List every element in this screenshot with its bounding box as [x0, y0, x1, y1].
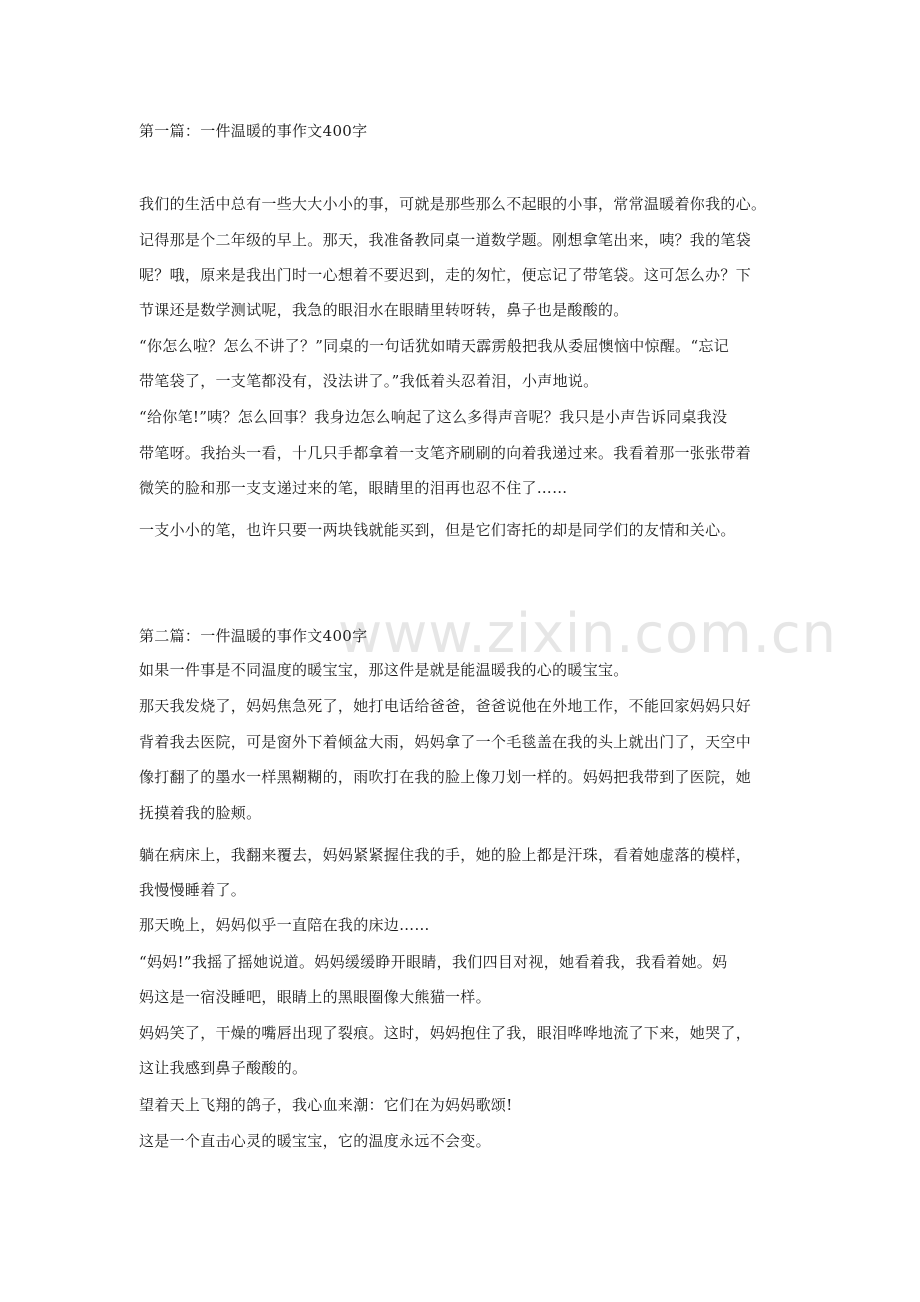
section2-line: 妈妈笑了，干燥的嘴唇出现了裂痕。这时，妈妈抱住了我，眼泪哗哗地流了下来，她哭了，: [139, 1024, 752, 1042]
section1-line: 节课还是数学测试呢，我急的眼泪水在眼睛里转呀转，鼻子也是酸酸的。: [139, 301, 629, 319]
section2-line: 妈这是一宿没睡吧，眼睛上的黑眼圈像大熊猫一样。: [139, 988, 491, 1006]
section1-line: 微笑的脸和那一支支递过来的笔，眼睛里的泪再也忍不住了……: [139, 479, 568, 497]
section1-line: 我们的生活中总有一些大大小小的事，可就是那些那么不起眼的小事，常常温暖着你我的心。: [139, 195, 767, 213]
section1-line: “你怎么啦？怎么不讲了？”同桌的一句话犹如晴天霹雳般把我从委屈懊恼中惊醒。“忘记: [139, 337, 730, 355]
section2-title: 第二篇：一件温暖的事作文400字: [139, 627, 368, 645]
section1-line: 呢？哦，原来是我出门时一心想着不要迟到，走的匆忙，便忘记了带笔袋。这可怎么办？下: [139, 266, 752, 284]
section2-line: 望着天上飞翔的鸽子，我心血来潮：它们在为妈妈歌颂!: [139, 1096, 513, 1114]
section2-line: 抚摸着我的脸颊。: [139, 804, 262, 822]
section2-line: “妈妈!”我摇了摇她说道。妈妈缓缓睁开眼睛，我们四目对视，她看着我，我看着她。妈: [139, 953, 728, 971]
section2-line: 如果一件事是不同温度的暖宝宝，那这件是就是能温暖我的心的暖宝宝。: [139, 661, 629, 679]
section2-line: 那天晚上，妈妈似乎一直陪在我的床边……: [139, 916, 430, 934]
section2-line: 那天我发烧了，妈妈焦急死了，她打电话给爸爸，爸爸说他在外地工作，不能回家妈妈只好: [139, 697, 752, 715]
section2-line: 躺在病床上，我翻来覆去，妈妈紧紧握住我的手，她的脸上都是汗珠，看着她虚落的模样，: [139, 846, 752, 864]
section1-line: 带笔呀。我抬头一看，十几只手都拿着一支笔齐刷刷的向着我递过来。我看着那一张张带着: [139, 444, 752, 462]
watermark: www.zixin.com.cn: [338, 602, 837, 665]
section1-line: “给你笔!”咦？怎么回事？我身边怎么响起了这么多得声音呢？我只是小声告诉同桌我没: [139, 408, 728, 426]
section2-line: 背着我去医院，可是窗外下着倾盆大雨，妈妈拿了一个毛毯盖在我的头上就出门了，天空中: [139, 733, 752, 751]
section2-line: 这让我感到鼻子酸酸的。: [139, 1059, 308, 1077]
section2-line: 像打翻了的墨水一样黑糊糊的，雨吹打在我的脸上像刀划一样的。妈妈把我带到了医院，她: [139, 768, 752, 786]
section1-line: 一支小小的笔，也许只要一两块钱就能买到，但是它们寄托的却是同学们的友情和关心。: [139, 521, 736, 539]
section2-line: 我慢慢睡着了。: [139, 881, 247, 899]
section1-title: 第一篇：一件温暖的事作文400字: [139, 122, 368, 140]
section1-line: 记得那是个二年级的早上。那天，我准备教同桌一道数学题。刚想拿笔出来，咦？我的笔袋: [139, 231, 752, 249]
section1-line: 带笔袋了，一支笔都没有，没法讲了。”我低着头忍着泪，小声地说。: [139, 372, 599, 390]
section2-line: 这是一个直击心灵的暖宝宝，它的温度永远不会变。: [139, 1132, 491, 1150]
